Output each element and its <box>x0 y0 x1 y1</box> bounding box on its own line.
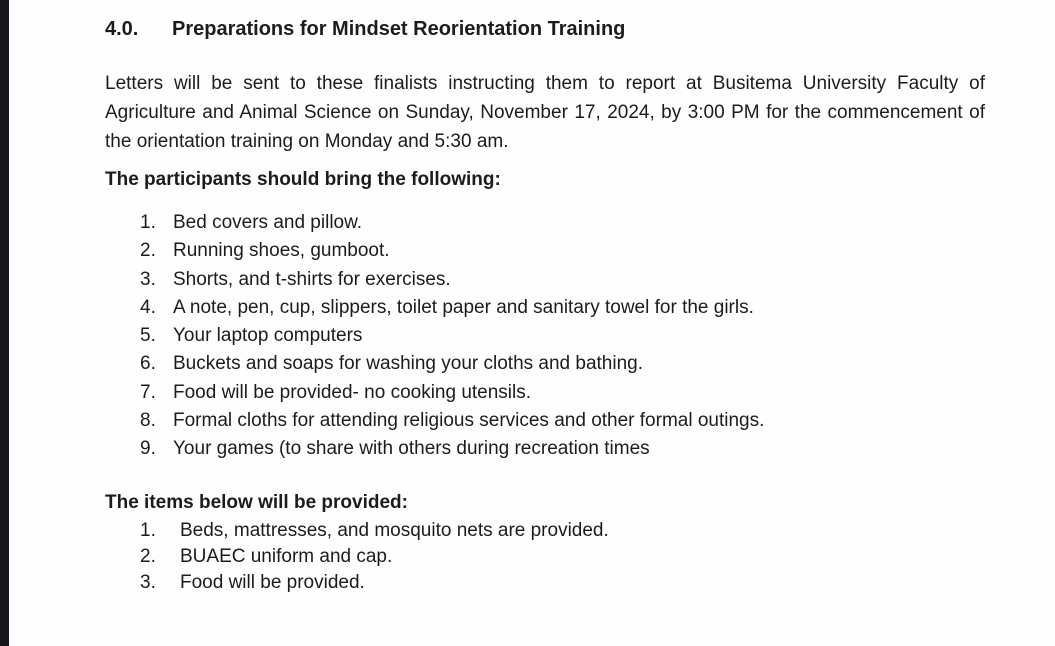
bring-list <box>105 209 985 464</box>
provided-heading: The items below will be provided: <box>105 491 408 513</box>
section-heading <box>105 17 985 42</box>
list-item-text: Beds, mattresses, and mosquito nets are provided. <box>180 519 609 541</box>
intro-paragraph: Letters will be sent to these finalists instructing them to report at Busitema University Faculty of Agriculture and Animal Science on Sunday, November 17, 2024, by 3:00 PM for the commencement of the orientation training on Monday and 5:30 am. <box>105 73 985 152</box>
list-item <box>140 435 985 463</box>
list-item-number: 2. <box>140 240 156 262</box>
list-item-number: 2. <box>140 545 156 567</box>
list-item <box>140 379 985 407</box>
list-item-number: 4. <box>140 296 156 318</box>
list-item <box>140 544 985 570</box>
list-item-number: 1. <box>140 212 156 233</box>
list-item-text: Buckets and soaps for washing your cloths and bathing. <box>173 353 644 375</box>
list-item-number: 1. <box>140 519 156 541</box>
list-item <box>140 407 985 435</box>
list-item <box>140 350 985 378</box>
list-item-number: 3. <box>140 572 156 594</box>
list-item <box>140 209 985 237</box>
document-content <box>105 0 985 597</box>
section-title: Preparations for Mindset Reorientation Training <box>172 18 626 40</box>
list-item-text: Formal cloths for attending religious services and other formal outings. <box>173 410 765 432</box>
list-item <box>140 570 985 596</box>
list-item-number: 8. <box>140 410 156 432</box>
list-item <box>140 237 985 265</box>
list-item-number: 9. <box>140 438 156 460</box>
list-item-text: Your laptop computers <box>173 325 363 347</box>
list-item-text: BUAEC uniform and cap. <box>180 545 393 567</box>
list-item-text: Shorts, and t-shirts for exercises. <box>173 268 451 290</box>
list-item <box>140 322 985 350</box>
list-item-text: Your games (to share with others during recreation times <box>173 438 650 460</box>
list-item <box>140 518 985 544</box>
list-item-number: 5. <box>140 325 156 347</box>
list-item-text: Bed covers and pillow. <box>173 212 363 233</box>
list-item <box>140 294 985 322</box>
provided-list <box>105 518 985 597</box>
page-left-edge-bar <box>0 0 9 646</box>
list-item-number: 7. <box>140 381 156 403</box>
list-item-text: Running shoes, gumboot. <box>173 240 390 262</box>
bring-heading: The participants should bring the following: <box>105 169 501 190</box>
list-item-number: 3. <box>140 268 156 290</box>
list-item-text: A note, pen, cup, slippers, toilet paper and sanitary towel for the girls. <box>173 296 754 318</box>
list-item-text: Food will be provided. <box>180 572 365 594</box>
list-item-text: Food will be provided- no cooking utensils. <box>173 381 532 403</box>
section-number: 4.0. <box>105 18 139 40</box>
list-item <box>140 266 985 294</box>
list-item-number: 6. <box>140 353 156 375</box>
